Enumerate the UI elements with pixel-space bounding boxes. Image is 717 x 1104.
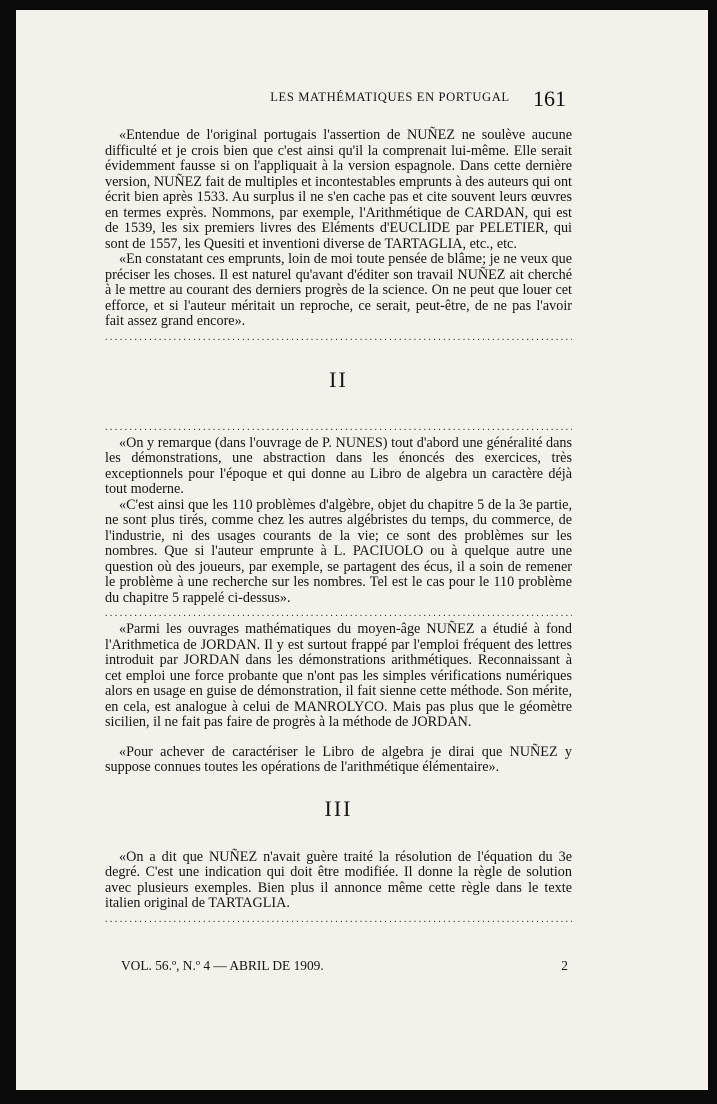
paragraph-3: «On y remarque (dans l'ouvrage de P. NUNES) tout d'abord une généralité dans les démonstrations, une abstraction dans les énoncés des exercices, très exceptionnels pour l'époque et qui donne au Libro de algebra un caractère déjà tout moderne.	[105, 434, 572, 497]
paragraph-5: «Parmi les ouvrages mathématiques du moyen-âge NUÑEZ a étudié à fond l'Arithmetica de JORDAN. Il y est surtout frappé par l'emploi fréquent des lettres introduit par JORDAN dans les démonstrations arithmétiques. Reconnaissant à cet emploi une force probante que n'ont pas les simples vérifications numériques alors en usage en guise de démonstration, il fait sienne cette méthode. Son mérite, en cela, est analogue à celui de MANROLYCO. Mais pas plus que le géomètre sicilien, il ne fait pas faire de progrès à la méthode de JORDAN.	[105, 621, 572, 730]
page-body	[105, 128, 572, 928]
spacer	[105, 731, 572, 745]
paragraph-1: «Entendue de l'original portugais l'assertion de NUÑEZ ne soulève aucune difficulté et je crois bien que c'est ainsi qu'il la comprenait lui-même. Elle serait évidemment fausse si on l'appliquait à la version espagnole. Dans cette dernière version, NUÑEZ fait de multiples et incontestables emprunts à des auteurs qui ont écrit bien après 1533. Au surplus il ne s'en cache pas et cite souvent leurs œuvres en termes exprès. Nommons, par exemple, l'Arithmétique de CARDAN, qui est de 1539, les six premiers livres des Eléments d'EUCLIDE par PELETIER, qui sont de 1557, les Quesiti et inventioni diverse de TARTAGLIA, etc., etc.	[105, 127, 572, 252]
ellipsis-divider	[105, 607, 572, 621]
section-heading-ii: II	[329, 366, 348, 392]
signature-mark: 2	[561, 958, 568, 973]
running-header: LES MATHÉMATIQUES EN PORTUGAL	[270, 90, 510, 104]
book-page	[16, 10, 708, 1090]
ellipsis-divider	[105, 331, 572, 345]
paragraph-6: «Pour achever de caractériser le Libro de algebra je dirai que NUÑEZ y suppose connues toutes les opérations de l'arithmétique élémentaire».	[105, 743, 572, 775]
ellipsis-divider	[105, 421, 572, 435]
paragraph-7: «On a dit que NUÑEZ n'avait guère traité la résolution de l'équation du 3e degré. C'est une indication qui doit être modifiée. Il donne la règle de solution avec plusieurs exemples. Bien plus il annonce même cette règle dans le texte italien original de TARTAGLIA.	[105, 848, 572, 911]
ellipsis-divider	[105, 913, 572, 927]
page-number: 161	[533, 86, 566, 111]
paragraph-4: «C'est ainsi que les 110 problèmes d'algèbre, objet du chapitre 5 de la 3e partie, ne sont plus tirés, comme chez les autres algébristes du temps, du commerce, de l'industrie, ni des usages courants de la vie; ce sont des problèmes sur les nombres. Que si l'auteur emprunte à L. PACIUOLO ou à quelque autre une question où des joueurs, par exemple, se partagent des écus, il a soin de remener le problème à une recherche sur les nombres. Tel est le cas pour le 110 problème du chapitre 5 rappelé ci-dessus».	[105, 496, 572, 606]
volume-line: VOL. 56.º, N.º 4 — ABRIL DE 1909.	[121, 958, 324, 973]
paragraph-2: «En constatant ces emprunts, loin de moi toute pensée de blâme; je ne veux que préciser les choses. Il est naturel qu'avant d'éditer son travail NUÑEZ ait cherché à le mettre au courant des derniers progrès de la science. On ne peut que louer cet efforce, et si l'auteur méritait un reproche, ce serait, peut-être, de ne pas l'avoir fait assez grand encore».	[105, 251, 572, 329]
section-heading-iii: III	[324, 795, 353, 821]
